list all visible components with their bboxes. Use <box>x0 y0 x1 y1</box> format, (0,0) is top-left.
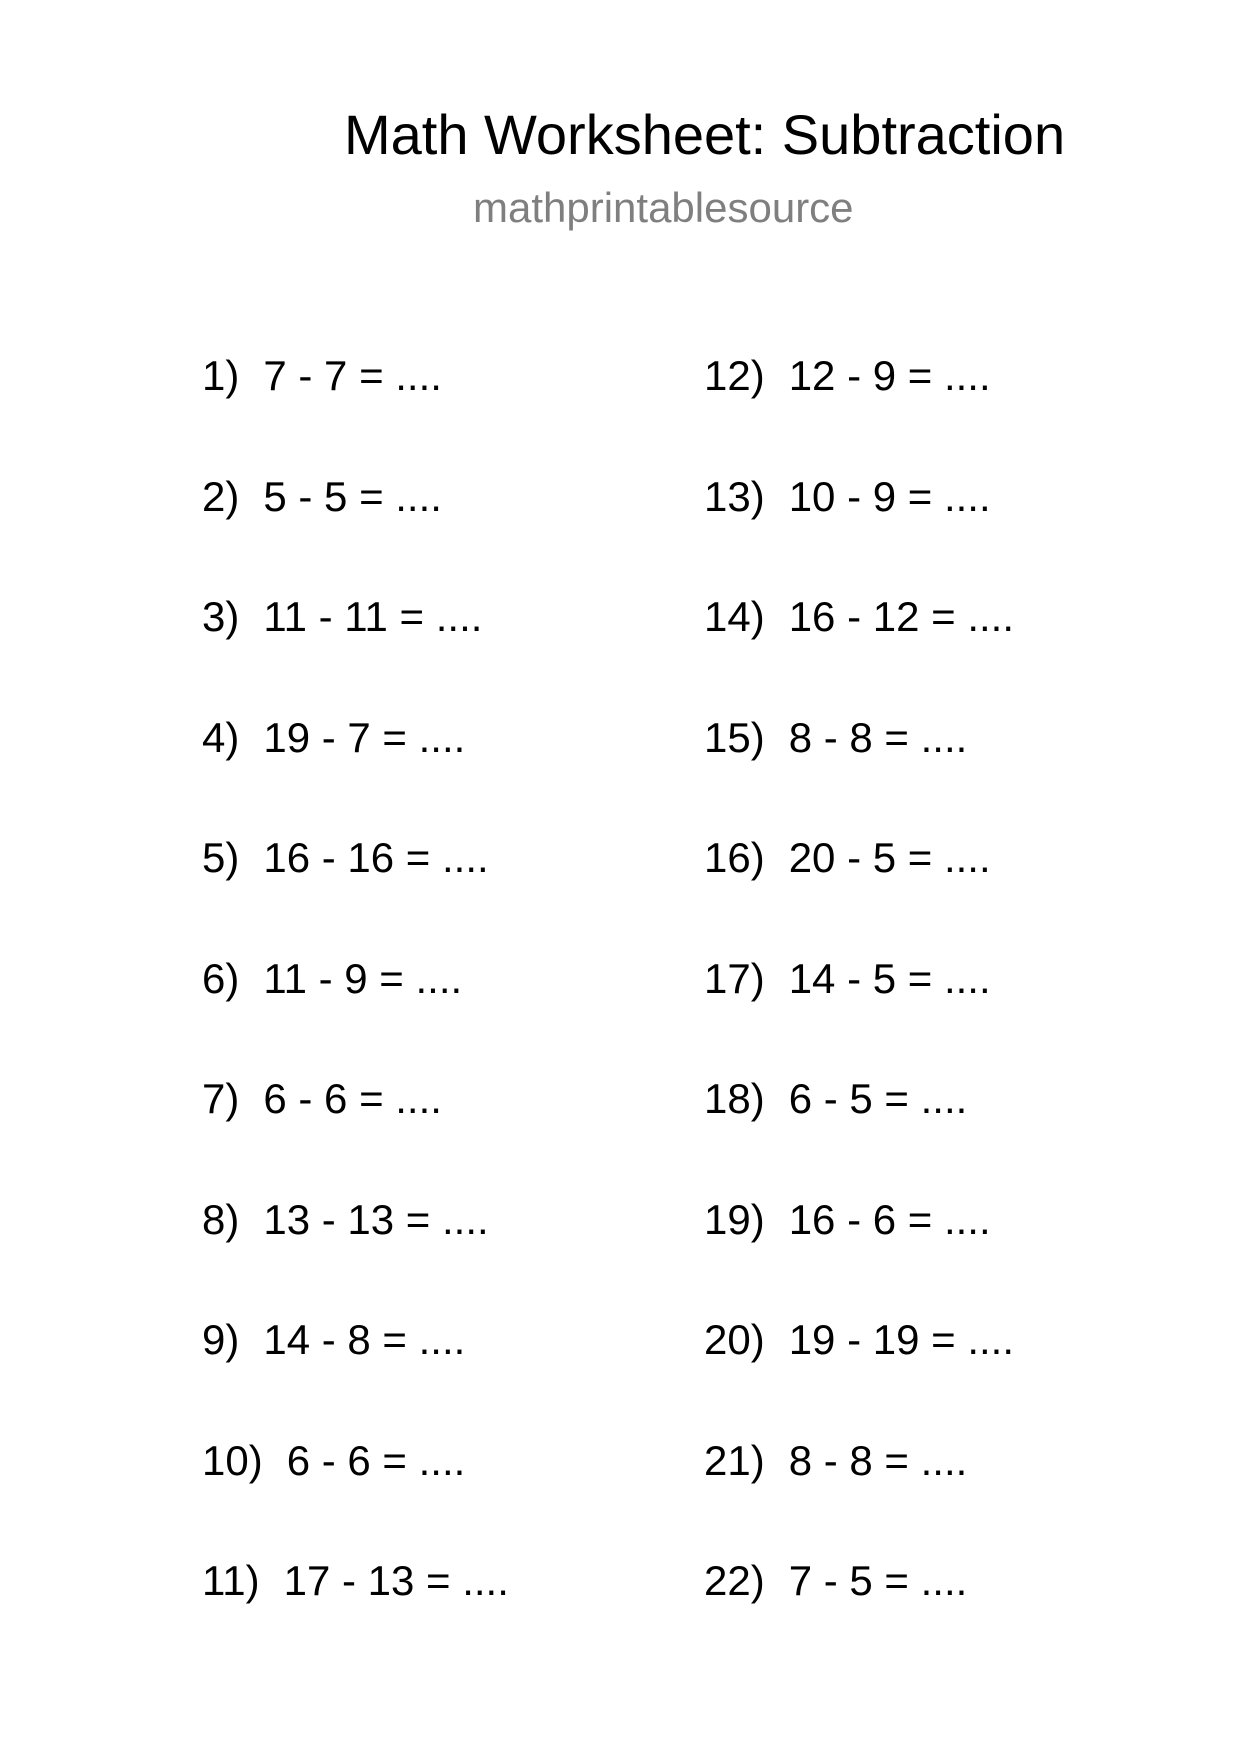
problem-item <box>704 1073 1014 1194</box>
problem-item <box>202 1435 509 1556</box>
problem-item <box>202 471 509 592</box>
problem-number: 6) <box>202 954 240 1002</box>
problem-number: 7) <box>202 1075 240 1122</box>
problem-expression: 8 - 8 = .... <box>788 1436 968 1484</box>
problem-item <box>202 1555 509 1676</box>
problem-number: 13) <box>704 472 765 520</box>
problem-item <box>704 1314 1014 1435</box>
problem-expression: 11 - 9 = .... <box>263 954 463 1002</box>
problem-column-left <box>202 350 509 1676</box>
problem-number: 2) <box>202 472 240 520</box>
problem-expression: 7 - 7 = .... <box>263 352 442 399</box>
problem-expression: 10 - 9 = .... <box>788 472 991 520</box>
problem-item <box>704 350 1014 471</box>
problem-number: 9) <box>202 1316 240 1363</box>
problem-expression: 6 - 6 = .... <box>263 1075 442 1122</box>
problem-number: 3) <box>202 593 240 640</box>
problem-expression: 6 - 6 = .... <box>286 1436 466 1484</box>
problem-item <box>202 591 509 712</box>
problem-expression: 6 - 5 = .... <box>788 1075 968 1122</box>
problem-number: 4) <box>202 713 240 761</box>
problem-expression: 20 - 5 = .... <box>788 834 991 881</box>
problem-item <box>704 1435 1014 1556</box>
problem-item <box>704 1194 1014 1315</box>
problem-number: 19) <box>704 1195 765 1243</box>
problem-number: 12) <box>704 352 765 399</box>
problem-number: 1) <box>202 352 240 399</box>
problem-expression: 19 - 19 = .... <box>788 1316 1015 1363</box>
problem-number: 16) <box>704 834 765 881</box>
problem-expression: 14 - 8 = .... <box>263 1316 466 1363</box>
problem-item <box>202 1073 509 1194</box>
problem-number: 18) <box>704 1075 765 1122</box>
problem-item <box>704 1555 1014 1676</box>
problem-number: 14) <box>704 593 765 640</box>
problem-expression: 16 - 6 = .... <box>788 1195 991 1243</box>
problem-item <box>704 712 1014 833</box>
problem-number: 15) <box>704 713 765 761</box>
problem-item <box>202 712 509 833</box>
problem-number: 8) <box>202 1195 240 1243</box>
problem-item <box>202 350 509 471</box>
problem-expression: 12 - 9 = .... <box>788 352 991 399</box>
page-title: Math Worksheet: Subtraction <box>344 103 1066 166</box>
problem-expression: 16 - 16 = .... <box>263 834 489 881</box>
problem-expression: 8 - 8 = .... <box>788 713 968 761</box>
problem-item <box>202 1194 509 1315</box>
problem-number: 21) <box>704 1436 765 1484</box>
problem-expression: 16 - 12 = .... <box>788 593 1015 640</box>
problem-number: 22) <box>704 1557 765 1604</box>
problem-item <box>202 953 509 1074</box>
problem-item <box>202 1314 509 1435</box>
problem-number: 10) <box>202 1436 263 1484</box>
problem-item <box>704 471 1014 592</box>
problem-expression: 17 - 13 = .... <box>283 1557 509 1604</box>
problem-number: 17) <box>704 954 765 1002</box>
problem-expression: 14 - 5 = .... <box>788 954 991 1002</box>
problem-number: 20) <box>704 1316 765 1363</box>
problem-item <box>704 832 1014 953</box>
problem-number: 11) <box>202 1557 260 1604</box>
problem-item <box>202 832 509 953</box>
problem-number: 5) <box>202 834 240 881</box>
problem-expression: 13 - 13 = .... <box>263 1195 489 1243</box>
problem-column-right <box>704 350 1014 1676</box>
problem-expression: 11 - 11 = .... <box>263 593 483 640</box>
page-subtitle: mathprintablesource <box>473 184 854 231</box>
problem-expression: 19 - 7 = .... <box>263 713 466 761</box>
problem-item <box>704 953 1014 1074</box>
problem-expression: 7 - 5 = .... <box>788 1557 968 1604</box>
problem-expression: 5 - 5 = .... <box>263 472 442 520</box>
problem-item <box>704 591 1014 712</box>
